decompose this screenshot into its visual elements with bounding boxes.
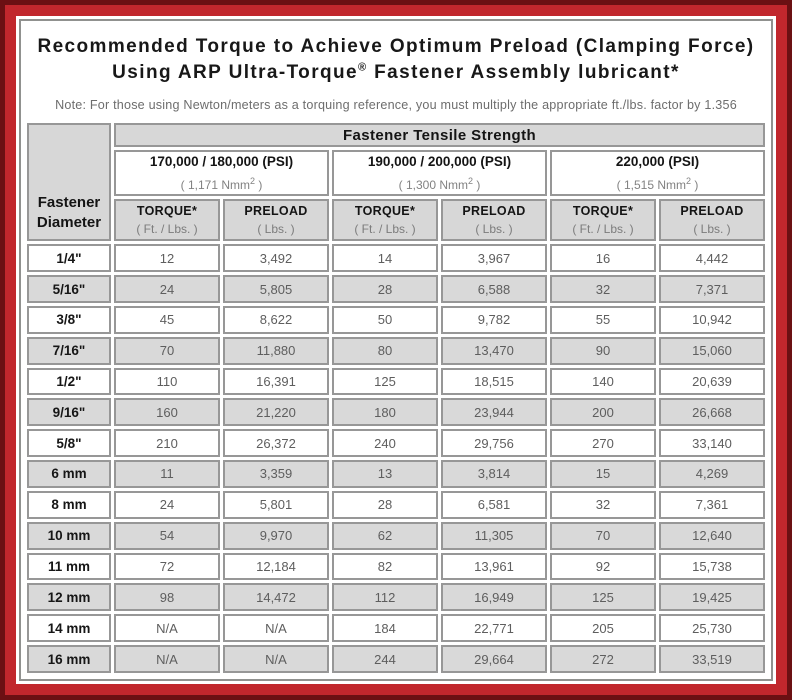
table-row — [27, 522, 765, 550]
table-row — [27, 244, 765, 272]
table-row — [27, 460, 765, 488]
value-cell: 140 — [550, 368, 656, 396]
column-header-preload: PRELOAD ( Lbs. ) — [441, 199, 547, 241]
table-row — [27, 337, 765, 365]
value-cell: 50 — [332, 306, 438, 334]
value-cell: 9,782 — [441, 306, 547, 334]
value-cell: N/A — [223, 614, 329, 642]
psi-group-header-220 — [550, 150, 765, 196]
value-cell: 55 — [550, 306, 656, 334]
value-cell: N/A — [223, 645, 329, 673]
value-cell: 205 — [550, 614, 656, 642]
nmm-value: ( 1,515 Nmm$^2$ ) — [616, 176, 699, 193]
value-cell: 22,771 — [441, 614, 547, 642]
value-cell: 184 — [332, 614, 438, 642]
value-cell: 15,738 — [659, 553, 765, 581]
value-cell: 5,801 — [223, 491, 329, 519]
value-cell: 6,588 — [441, 275, 547, 303]
value-cell: 14 — [332, 244, 438, 272]
value-cell: 24 — [114, 491, 220, 519]
value-cell: 62 — [332, 522, 438, 550]
nmm-value: ( 1,171 Nmm$^2$ ) — [180, 176, 263, 193]
psi-header-row — [27, 150, 765, 196]
value-cell: 70 — [114, 337, 220, 365]
value-cell: 13,961 — [441, 553, 547, 581]
value-cell: 3,814 — [441, 460, 547, 488]
column-header-preload: PRELOAD ( Lbs. ) — [223, 199, 329, 241]
value-cell: 29,664 — [441, 645, 547, 673]
value-cell: 29,756 — [441, 429, 547, 457]
value-cell: 28 — [332, 275, 438, 303]
value-cell: 125 — [550, 583, 656, 611]
value-cell: 210 — [114, 429, 220, 457]
psi-group-header-170-180 — [114, 150, 329, 196]
diameter-cell: 11 mm — [27, 553, 111, 581]
diameter-cell: 1/2" — [27, 368, 111, 396]
value-cell: 7,371 — [659, 275, 765, 303]
value-cell: 82 — [332, 553, 438, 581]
value-cell: 240 — [332, 429, 438, 457]
value-cell: 90 — [550, 337, 656, 365]
table-row — [27, 583, 765, 611]
value-cell: 23,944 — [441, 398, 547, 426]
value-cell: 11 — [114, 460, 220, 488]
registered-mark: ® — [357, 61, 368, 74]
value-cell: 4,269 — [659, 460, 765, 488]
inner-white-margin — [16, 16, 776, 684]
tensile-strength-header: Fastener Tensile Strength — [114, 123, 765, 147]
value-cell: 33,140 — [659, 429, 765, 457]
torque-table — [24, 120, 768, 676]
diameter-cell: 5/8" — [27, 429, 111, 457]
value-cell: 98 — [114, 583, 220, 611]
value-cell: 110 — [114, 368, 220, 396]
diameter-cell: 6 mm — [27, 460, 111, 488]
diameter-cell: 9/16" — [27, 398, 111, 426]
psi-value: 170,000 / 180,000 (PSI) — [149, 154, 294, 170]
tensile-header-row — [27, 123, 765, 147]
value-cell: 80 — [332, 337, 438, 365]
value-cell: 70 — [550, 522, 656, 550]
table-row — [27, 398, 765, 426]
value-cell: 12,184 — [223, 553, 329, 581]
value-cell: 19,425 — [659, 583, 765, 611]
psi-group-header-190-200 — [332, 150, 547, 196]
value-cell: 26,668 — [659, 398, 765, 426]
diameter-cell: 5/16" — [27, 275, 111, 303]
page-title-line1: Recommended Torque to Achieve Optimum Preload (Clamping Force) — [37, 36, 755, 57]
table-row — [27, 306, 765, 334]
page-title — [32, 34, 760, 85]
value-cell: 33,519 — [659, 645, 765, 673]
value-cell: 13 — [332, 460, 438, 488]
value-cell: 54 — [114, 522, 220, 550]
table-row — [27, 614, 765, 642]
table-row — [27, 553, 765, 581]
table-row — [27, 491, 765, 519]
value-cell: 4,442 — [659, 244, 765, 272]
value-cell: 15 — [550, 460, 656, 488]
value-cell: 72 — [114, 553, 220, 581]
value-cell: 3,359 — [223, 460, 329, 488]
column-header-preload: PRELOAD ( Lbs. ) — [659, 199, 765, 241]
nmm-value: ( 1,300 Nmm$^2$ ) — [398, 176, 481, 193]
value-cell: 15,060 — [659, 337, 765, 365]
column-header-row — [27, 199, 765, 241]
value-cell: 12,640 — [659, 522, 765, 550]
table-wrap — [24, 120, 768, 676]
title-block — [24, 21, 768, 120]
diameter-cell: 16 mm — [27, 645, 111, 673]
value-cell: 8,622 — [223, 306, 329, 334]
value-cell: 6,581 — [441, 491, 547, 519]
table-row — [27, 645, 765, 673]
value-cell: 16,391 — [223, 368, 329, 396]
value-cell: N/A — [114, 645, 220, 673]
diameter-cell: 3/8" — [27, 306, 111, 334]
value-cell: 21,220 — [223, 398, 329, 426]
diameter-cell: 14 mm — [27, 614, 111, 642]
value-cell: 200 — [550, 398, 656, 426]
table-row — [27, 368, 765, 396]
value-cell: 160 — [114, 398, 220, 426]
value-cell: 26,372 — [223, 429, 329, 457]
psi-value: 220,000 (PSI) — [615, 154, 700, 170]
value-cell: 13,470 — [441, 337, 547, 365]
value-cell: 270 — [550, 429, 656, 457]
value-cell: 16,949 — [441, 583, 547, 611]
value-cell: 11,880 — [223, 337, 329, 365]
column-header-torque: TORQUE* ( Ft. / Lbs. ) — [332, 199, 438, 241]
value-cell: 272 — [550, 645, 656, 673]
value-cell: 16 — [550, 244, 656, 272]
value-cell: 24 — [114, 275, 220, 303]
table-row — [27, 275, 765, 303]
note-text: Note: For those using Newton/meters as a torquing reference, you must multiply the appropriate ft./lbs. factor by 1.356 — [55, 98, 737, 113]
psi-value: 190,000 / 200,000 (PSI) — [367, 154, 512, 170]
value-cell: 9,970 — [223, 522, 329, 550]
value-cell: 92 — [550, 553, 656, 581]
value-cell: 45 — [114, 306, 220, 334]
page-title-line2: Using ARP Ultra-Torque® Fastener Assembly lubricant* — [112, 61, 680, 83]
content-panel — [19, 19, 773, 681]
table-row — [27, 429, 765, 457]
value-cell: 14,472 — [223, 583, 329, 611]
value-cell: 11,305 — [441, 522, 547, 550]
value-cell: 180 — [332, 398, 438, 426]
value-cell: 28 — [332, 491, 438, 519]
column-header-torque: TORQUE* ( Ft. / Lbs. ) — [114, 199, 220, 241]
value-cell: 112 — [332, 583, 438, 611]
value-cell: 32 — [550, 275, 656, 303]
value-cell: 5,805 — [223, 275, 329, 303]
value-cell: N/A — [114, 614, 220, 642]
value-cell: 10,942 — [659, 306, 765, 334]
value-cell: 125 — [332, 368, 438, 396]
value-cell: 25,730 — [659, 614, 765, 642]
value-cell: 12 — [114, 244, 220, 272]
diameter-cell: 1/4" — [27, 244, 111, 272]
value-cell: 20,639 — [659, 368, 765, 396]
diameter-cell: 10 mm — [27, 522, 111, 550]
value-cell: 7,361 — [659, 491, 765, 519]
value-cell: 244 — [332, 645, 438, 673]
diameter-cell: 12 mm — [27, 583, 111, 611]
diameter-cell: 7/16" — [27, 337, 111, 365]
value-cell: 3,967 — [441, 244, 547, 272]
diameter-cell: 8 mm — [27, 491, 111, 519]
fastener-diameter-header: Fastener Diameter — [27, 123, 111, 241]
value-cell: 18,515 — [441, 368, 547, 396]
value-cell: 32 — [550, 491, 656, 519]
value-cell: 3,492 — [223, 244, 329, 272]
column-header-torque: TORQUE* ( Ft. / Lbs. ) — [550, 199, 656, 241]
